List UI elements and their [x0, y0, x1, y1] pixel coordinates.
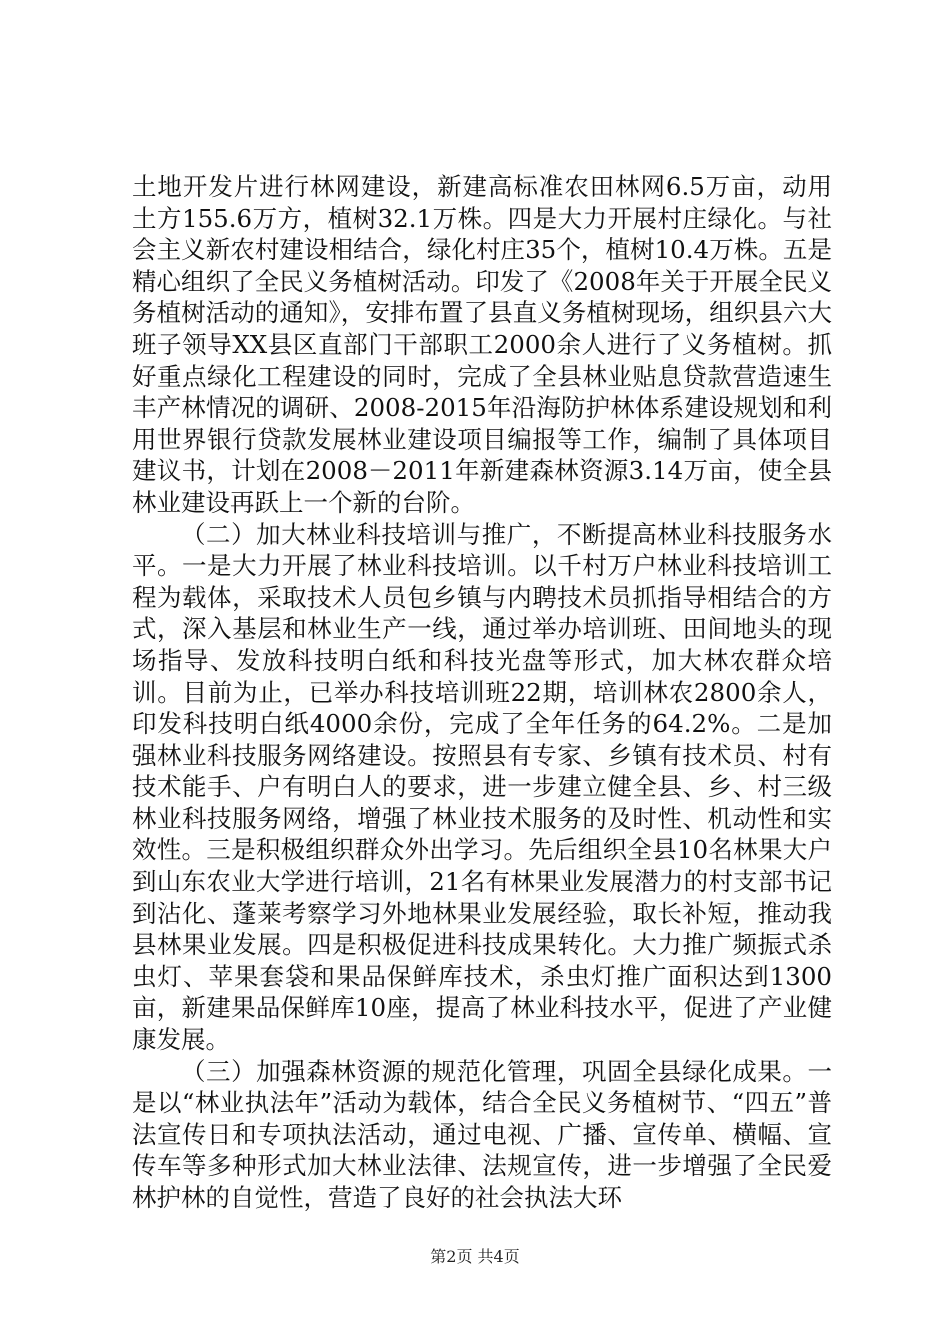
- document-body: [132, 171, 832, 1214]
- paragraph-continued: 土地开发片进行林网建设，新建高标准农田林网6.5万亩，动用土方155.6万方，植树32.1万株。四是大力开展村庄绿化。与社会主义新农村建设相结合，绿化村庄35个，植树10.4万株。五是精心组织了全民义务植树活动。印发了《2008年关于开展全民义务植树活动的通知》，安排布置了县直义务植树现场，组织县六大班子领导XX县区直部门干部职工2000余人进行了义务植树。抓好重点绿化工程建设的同时，完成了全县林业贴息贷款营造速生丰产林情况的调研、2008-2015年沿海防护林体系建设规划和利用世界银行贷款发展林业建设项目编报等工作，编制了具体项目建议书，计划在2008－2011年新建森林资源3.14万亩，使全县林业建设再跃上一个新的台阶。: [132, 172, 832, 517]
- page-footer: 第2页 共4页: [430, 1247, 520, 1266]
- paragraph-section-3: （三）加强森林资源的规范化管理，巩固全县绿化成果。一是以“林业执法年”活动为载体，结合全民义务植树节、“四五”普法宣传日和专项执法活动，通过电视、广播、宣传单、横幅、宣传车等多种形式加大林业法律、法规宣传，进一步增强了全民爱林护林的自觉性，营造了良好的社会执法大环: [132, 1056, 832, 1212]
- paragraph-section-2: （二）加大林业科技培训与推广，不断提高林业科技服务水平。一是大力开展了林业科技培训。以千村万户林业科技培训工程为载体，采取技术人员包乡镇与内聘技术员抓指导相结合的方式，深入基层和林业生产一线，通过举办培训班、田间地头的现场指导、发放科技明白纸和科技光盘等形式，加大林农群众培训。目前为止，已举办科技培训班22期，培训林农2800余人，印发科技明白纸4000余份，完成了全年任务的64.2%。二是加强林业科技服务网络建设。按照县有专家、乡镇有技术员、村有技术能手、户有明白人的要求，进一步建立健全县、乡、村三级林业科技服务网络，增强了林业技术服务的及时性、机动性和实效性。三是积极组织群众外出学习。先后组织全县10名林果大户到山东农业大学进行培训，21名有林果业发展潜力的村支部书记到沾化、蓬莱考察学习外地林果业发展经验，取长补短，推动我县林果业发展。四是积极促进科技成果转化。大力推广频振式杀虫灯、苹果套袋和果品保鲜库技术，杀虫灯推广面积达到1300亩，新建果品保鲜库10座，提高了林业科技水平，促进了产业健康发展。: [132, 519, 832, 1055]
